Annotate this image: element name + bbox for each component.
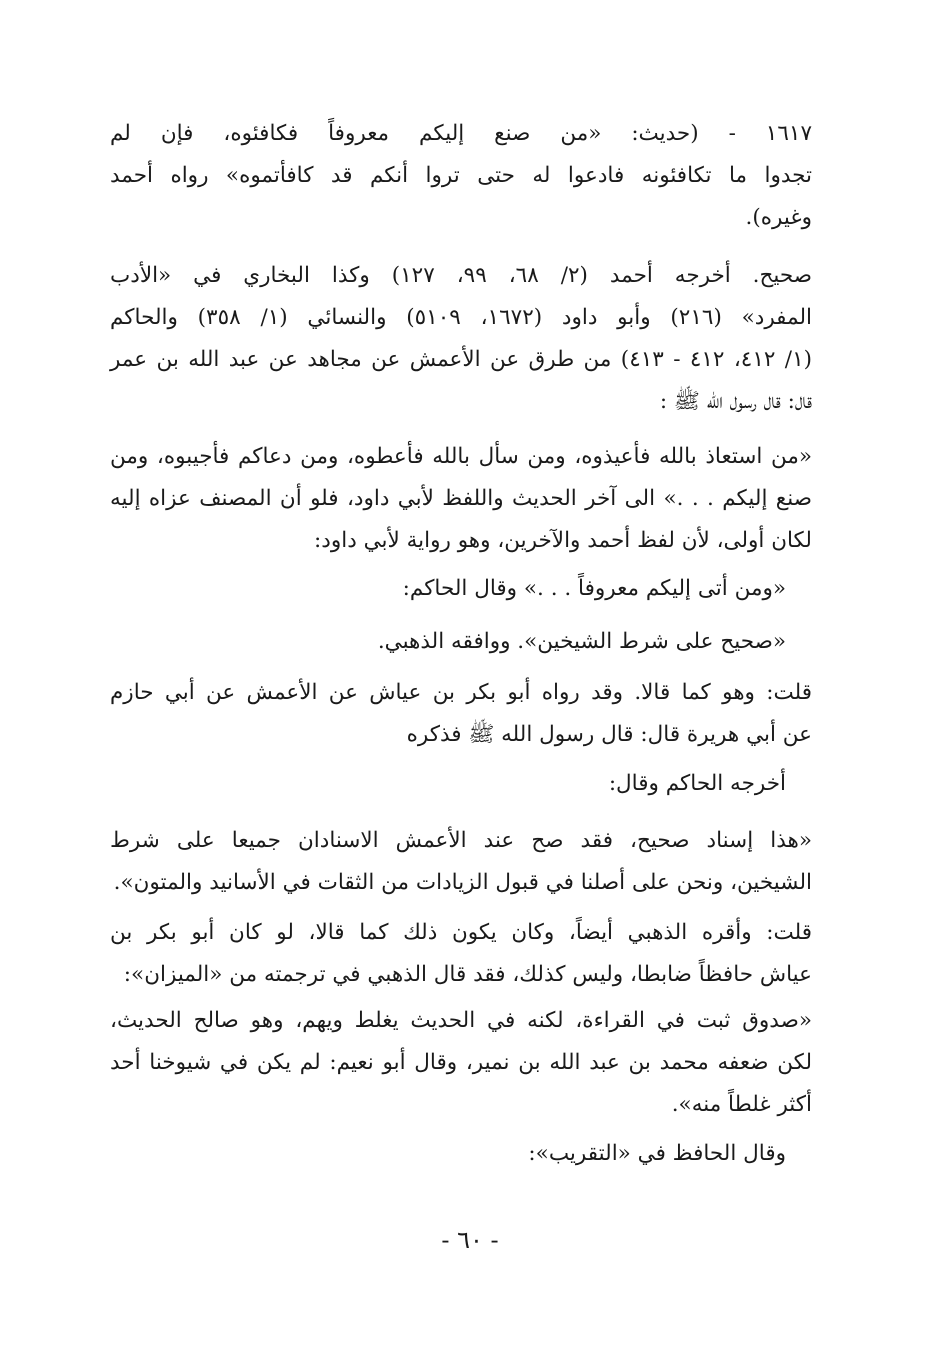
text-line: قلت: وأقره الذهبي أيضاً، وكان يكون ذلك كما قالا، لو كان أبو بكر بن [110, 920, 812, 945]
hakim-intro [110, 763, 812, 805]
text-line: صنع إليكم . . .» الى آخر الحديث واللفظ لأبي داود، فلو أن المصنف عزاه إليه [110, 486, 812, 511]
page-number: - ٦٠ - [441, 1226, 499, 1254]
hadith-entry [110, 113, 812, 239]
author-note-1 [110, 672, 812, 756]
text-line: قلت: وهو كما قالا. وقد رواه أبو بكر بن عياش عن الأعمش عن أبي حازم [110, 680, 812, 705]
quote-mizan [110, 1000, 812, 1126]
text-line: المفرد» (٢١٦) وأبو داود (١٦٧٢، ٥١٠٩) والنسائي (١/ ٣٥٨) والحاكم [110, 305, 813, 330]
quote-variant [110, 568, 812, 610]
quote-hadith-text [110, 436, 812, 562]
text-line: وقال الحافظ في «التقريب»: [528, 1141, 786, 1166]
text-line: أخرجه الحاكم وقال: [608, 771, 786, 796]
text-line: (١/ ٤١٢، ٤١٢ - ٤١٣) من طرق عن الأعمش عن مجاهد عن عبد الله بن عمر [110, 347, 813, 372]
text-line: «هذا إسناد صحيح، فقد صح عند الأعمش الاسنادان جميعا على شرط [110, 828, 812, 853]
text-line: عن أبي هريرة قال: قال رسول الله ﷺ فذكره [406, 722, 812, 747]
text-line: قال: قال رسول الله ﷺ : [659, 389, 812, 414]
text-line: ١٦١٧ - (حديث: «من صنع إليكم معروفاً فكافئوه، فإن لم [110, 121, 812, 146]
text-line: لكان أولى، لأن لفظ أحمد والآخرين، وهو رواية لأبي داود: [314, 528, 812, 553]
takhrij-paragraph [110, 255, 812, 423]
text-line: تجدوا ما تكافئونه فادعوا له حتى تروا أنكم قد كافأتموه» رواه أحمد [110, 163, 812, 188]
text-line: عياش حافظاً ضابطا، وليس كذلك، فقد قال الذهبي في ترجمته من «الميزان»: [123, 962, 812, 987]
text-line: «ومن أتى إليكم معروفاً . . .» وقال الحاكم: [402, 576, 786, 601]
text-line: «صحيح على شرط الشيخين». ووافقه الذهبي. [377, 629, 786, 654]
text-line: الشيخين، ونحن على أصلنا في قبول الزيادات من الثقات في الأسانيد والمتون». [113, 870, 812, 895]
taqrib-intro [110, 1133, 812, 1175]
text-line: «من استعاذ بالله فأعيذوه، ومن سأل بالله فأعطوه، ومن دعاكم فأجيبوه، ومن [110, 444, 812, 469]
text-line: أكثر غلطاً منه». [671, 1092, 812, 1117]
text-line: «صدوق ثبت في القراءة، لكنه في الحديث يغلط ويهم، وهو صالح الحديث، [110, 1008, 812, 1033]
author-note-2 [110, 912, 812, 996]
quote-hakim-grading [110, 621, 812, 663]
text-line: وغيره). [745, 205, 812, 230]
text-line: صحيح. أخرجه أحمد (٢/ ٦٨، ٩٩، ١٢٧) وكذا البخاري في «الأدب [110, 263, 813, 288]
quote-hakim-statement [110, 820, 812, 904]
text-line: لكن ضعفه محمد بن عبد الله بن نمير، وقال أبو نعيم: لم يكن في شيوخنا أحد [110, 1050, 812, 1075]
